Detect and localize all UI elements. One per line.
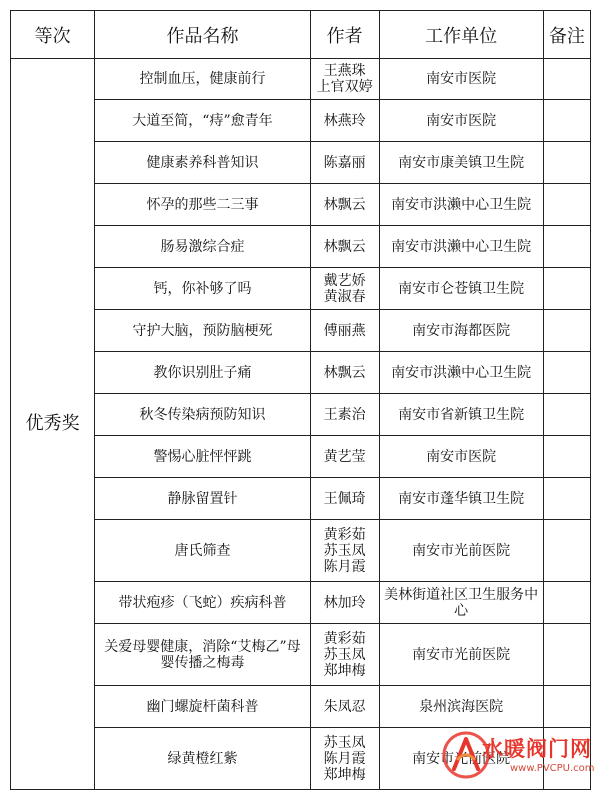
org-cell: 南安市省新镇卫生院 [379, 394, 543, 436]
author-cell: 林飘云 [310, 352, 379, 394]
author-cell: 林飘云 [310, 226, 379, 268]
table-row [11, 394, 591, 436]
table-row [11, 624, 591, 686]
title-cell: 教你识别肚子痛 [95, 352, 311, 394]
header-level: 等次 [11, 11, 95, 59]
title-cell: 关爱母婴健康，消除“艾梅乙”母婴传播之梅毒 [95, 624, 311, 686]
title-cell: 肠易激综合症 [95, 226, 311, 268]
org-cell: 南安市康美镇卫生院 [379, 142, 543, 184]
note-cell [543, 686, 590, 728]
note-cell [543, 142, 590, 184]
table-row [11, 520, 591, 582]
watermark-url: www.PVCPU.com [510, 763, 595, 774]
author-cell: 朱凤忍 [310, 686, 379, 728]
org-cell: 南安市光前医院 [379, 520, 543, 582]
org-cell: 泉州滨海医院 [379, 686, 543, 728]
org-cell: 南安市医院 [379, 100, 543, 142]
note-cell [543, 184, 590, 226]
table-row [11, 686, 591, 728]
author-cell: 戴艺娇 黄淑春 [310, 268, 379, 310]
org-cell: 南安市洪濑中心卫生院 [379, 226, 543, 268]
watermark [440, 727, 598, 785]
org-cell: 南安市光前医院 [379, 624, 543, 686]
header-note: 备注 [543, 11, 590, 59]
table-row [11, 100, 591, 142]
author-cell: 苏玉凤 陈月霞 郑坤梅 [310, 728, 379, 790]
note-cell [543, 436, 590, 478]
author-cell: 黄艺莹 [310, 436, 379, 478]
title-cell: 秋冬传染病预防知识 [95, 394, 311, 436]
header-author: 作者 [310, 11, 379, 59]
title-cell: 健康素养科普知识 [95, 142, 311, 184]
org-cell: 南安市洪濑中心卫生院 [379, 184, 543, 226]
author-cell: 林飘云 [310, 184, 379, 226]
author-cell: 陈嘉丽 [310, 142, 379, 184]
award-table [10, 10, 591, 790]
org-cell: 南安市仑苍镇卫生院 [379, 268, 543, 310]
table-row [11, 582, 591, 624]
title-cell: 钙，你补够了吗 [95, 268, 311, 310]
note-cell [543, 226, 590, 268]
table-row [11, 268, 591, 310]
author-cell: 王燕珠 上官双婷 [310, 59, 379, 100]
title-cell: 唐氏筛查 [95, 520, 311, 582]
note-cell [543, 310, 590, 352]
title-cell: 幽门螺旋杆菌科普 [95, 686, 311, 728]
note-cell [543, 100, 590, 142]
org-cell: 南安市洪濑中心卫生院 [379, 352, 543, 394]
note-cell [543, 394, 590, 436]
author-cell: 王佩琦 [310, 478, 379, 520]
table-row [11, 352, 591, 394]
header-org: 工作单位 [379, 11, 543, 59]
level-cell: 优秀奖 [11, 59, 95, 790]
header-row [11, 11, 591, 59]
org-cell: 美林街道社区卫生服务中心 [379, 582, 543, 624]
note-cell [543, 520, 590, 582]
author-cell: 林燕玲 [310, 100, 379, 142]
watermark-name: 水暖阀门网 [482, 737, 592, 761]
org-cell: 南安市医院 [379, 436, 543, 478]
org-cell: 南安市医院 [379, 59, 543, 100]
title-cell: 带状疱疹（飞蛇）疾病科普 [95, 582, 311, 624]
author-cell: 林加玲 [310, 582, 379, 624]
note-cell [543, 478, 590, 520]
title-cell: 警惕心脏怦怦跳 [95, 436, 311, 478]
table-row [11, 184, 591, 226]
note-cell [543, 582, 590, 624]
title-cell: 守护大脑，预防脑梗死 [95, 310, 311, 352]
table-row [11, 226, 591, 268]
org-cell: 南安市光前医院 [379, 728, 543, 790]
table-row [11, 436, 591, 478]
header-title: 作品名称 [95, 11, 311, 59]
title-cell: 绿黄橙红紫 [95, 728, 311, 790]
author-cell: 王素治 [310, 394, 379, 436]
title-cell: 怀孕的那些二三事 [95, 184, 311, 226]
note-cell [543, 59, 590, 100]
table-body [11, 59, 591, 790]
table-row [11, 59, 591, 100]
author-cell: 黄彩茹 苏玉凤 郑坤梅 [310, 624, 379, 686]
title-cell: 大道至简，“痔”愈青年 [95, 100, 311, 142]
org-cell: 南安市海都医院 [379, 310, 543, 352]
author-cell: 傅丽燕 [310, 310, 379, 352]
note-cell [543, 352, 590, 394]
table-row [11, 310, 591, 352]
table-row [11, 142, 591, 184]
author-cell: 黄彩茹 苏玉凤 陈月霞 [310, 520, 379, 582]
org-cell: 南安市蓬华镇卫生院 [379, 478, 543, 520]
note-cell [543, 624, 590, 686]
table-row [11, 478, 591, 520]
note-cell [543, 268, 590, 310]
title-cell: 控制血压，健康前行 [95, 59, 311, 100]
title-cell: 静脉留置针 [95, 478, 311, 520]
